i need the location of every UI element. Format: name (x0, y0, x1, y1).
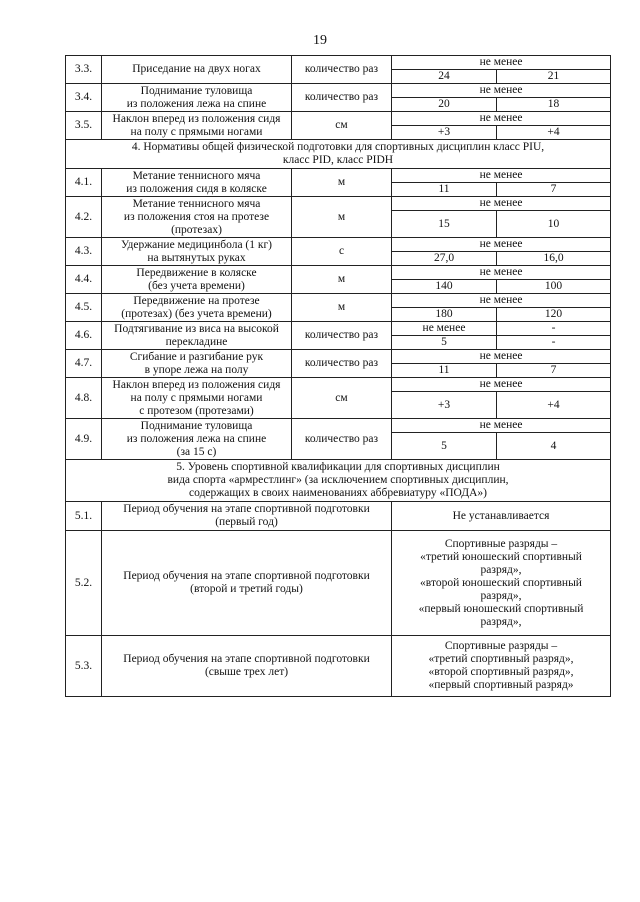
row-number: 5.1. (66, 502, 102, 531)
row-number: 5.2. (66, 531, 102, 636)
value-1: 180 (392, 308, 497, 322)
exercise-name: Поднимание туловища из положения лежа на спине (за 15 с) (102, 419, 292, 460)
value-2: +4 (497, 126, 611, 140)
exercise-name: Поднимание туловища из положения лежа на спине (102, 84, 292, 112)
value-2: - (497, 336, 611, 350)
value-2: 16,0 (497, 252, 611, 266)
value-2: 7 (497, 183, 611, 197)
value-2: +4 (497, 392, 611, 419)
section-header-row (66, 460, 611, 502)
table-row (66, 56, 611, 70)
value-2: 21 (497, 70, 611, 84)
row-number: 5.3. (66, 636, 102, 697)
row-number: 4.8. (66, 378, 102, 419)
value-2: 100 (497, 280, 611, 294)
row-number: 4.2. (66, 197, 102, 238)
not-less-header: не менее (392, 378, 611, 392)
row-number: 3.4. (66, 84, 102, 112)
row-number: 4.9. (66, 419, 102, 460)
unit: количество раз (292, 56, 392, 84)
not-less-header: не менее (392, 322, 497, 336)
value-1: 27,0 (392, 252, 497, 266)
row-number: 4.3. (66, 238, 102, 266)
not-less-header: не менее (392, 350, 611, 364)
exercise-name: Сгибание и разгибание рук в упоре лежа на полу (102, 350, 292, 378)
not-less-header: не менее (392, 266, 611, 280)
exercise-name: Подтягивание из виса на высокой перекладине (102, 322, 292, 350)
exercise-name: Наклон вперед из положения сидя на полу с прямыми ногами (102, 112, 292, 140)
value-2: 4 (497, 433, 611, 460)
not-less-header: не менее (392, 197, 611, 211)
table-row (66, 112, 611, 126)
unit: количество раз (292, 84, 392, 112)
table-row (66, 84, 611, 98)
unit: м (292, 266, 392, 294)
row-number: 4.1. (66, 169, 102, 197)
section-4-title: 4. Нормативы общей физической подготовки для спортивных дисциплин класс PIU, класс PID, класс PIDH (66, 140, 611, 169)
row-number: 3.3. (66, 56, 102, 84)
section-5-title: 5. Уровень спортивной квалификации для спортивных дисциплин вида спорта «армрестлинг» (за исключением спортивных дисциплин, содержащих в своих наименованиях аббревиатуру «ПОДА») (66, 460, 611, 502)
unit: с (292, 238, 392, 266)
table-row (66, 531, 611, 636)
value-2: 18 (497, 98, 611, 112)
value-1: 5 (392, 336, 497, 350)
exercise-name: Передвижение на протезе (протезах) (без учета времени) (102, 294, 292, 322)
unit: количество раз (292, 350, 392, 378)
not-less-header: не менее (392, 169, 611, 183)
unit: м (292, 294, 392, 322)
period-name: Период обучения на этапе спортивной подготовки (первый год) (102, 502, 392, 531)
not-less-header: не менее (392, 56, 611, 70)
qualification-value: Спортивные разряды – «третий спортивный разряд», «второй спортивный разряд», «первый спортивный разряд» (392, 636, 611, 697)
value-1: +3 (392, 126, 497, 140)
table-row (66, 502, 611, 531)
section-header-row (66, 140, 611, 169)
table-row (66, 378, 611, 392)
unit: количество раз (292, 419, 392, 460)
exercise-name: Метание теннисного мяча из положения сидя в коляске (102, 169, 292, 197)
row-number: 3.5. (66, 112, 102, 140)
unit: м (292, 169, 392, 197)
table-row (66, 266, 611, 280)
table-row (66, 322, 611, 336)
table-row (66, 636, 611, 697)
table-row (66, 350, 611, 364)
table-row (66, 294, 611, 308)
value-2: 120 (497, 308, 611, 322)
value-1: 11 (392, 183, 497, 197)
value-1: 20 (392, 98, 497, 112)
not-less-header: не менее (392, 238, 611, 252)
qualification-value: Спортивные разряды – «третий юношеский спортивный разряд», «второй юношеский спортивный разряд», «первый юношеский спортивный разряд», (392, 531, 611, 636)
value-1: 140 (392, 280, 497, 294)
page-number: 19 (313, 33, 327, 48)
qualification-value: Не устанавливается (392, 502, 611, 531)
table-row (66, 169, 611, 183)
dash-cell: - (497, 322, 611, 336)
row-number: 4.7. (66, 350, 102, 378)
table-row (66, 238, 611, 252)
value-1: 11 (392, 364, 497, 378)
unit: см (292, 112, 392, 140)
value-1: 15 (392, 211, 497, 238)
value-2: 10 (497, 211, 611, 238)
value-1: +3 (392, 392, 497, 419)
not-less-header: не менее (392, 84, 611, 98)
value-1: 5 (392, 433, 497, 460)
value-2: 7 (497, 364, 611, 378)
value-1: 24 (392, 70, 497, 84)
not-less-header: не менее (392, 294, 611, 308)
standards-table (65, 55, 611, 697)
exercise-name: Метание теннисного мяча из положения стоя на протезе (протезах) (102, 197, 292, 238)
period-name: Период обучения на этапе спортивной подготовки (свыше трех лет) (102, 636, 392, 697)
period-name: Период обучения на этапе спортивной подготовки (второй и третий годы) (102, 531, 392, 636)
row-number: 4.6. (66, 322, 102, 350)
not-less-header: не менее (392, 112, 611, 126)
exercise-name: Передвижение в коляске (без учета времени) (102, 266, 292, 294)
unit: количество раз (292, 322, 392, 350)
unit: см (292, 378, 392, 419)
unit: м (292, 197, 392, 238)
exercise-name: Удержание медицинбола (1 кг) на вытянутых руках (102, 238, 292, 266)
table-row (66, 197, 611, 211)
table-row (66, 419, 611, 433)
exercise-name: Наклон вперед из положения сидя на полу с прямыми ногами с протезом (протезами) (102, 378, 292, 419)
row-number: 4.4. (66, 266, 102, 294)
row-number: 4.5. (66, 294, 102, 322)
exercise-name: Приседание на двух ногах (102, 56, 292, 84)
not-less-header: не менее (392, 419, 611, 433)
